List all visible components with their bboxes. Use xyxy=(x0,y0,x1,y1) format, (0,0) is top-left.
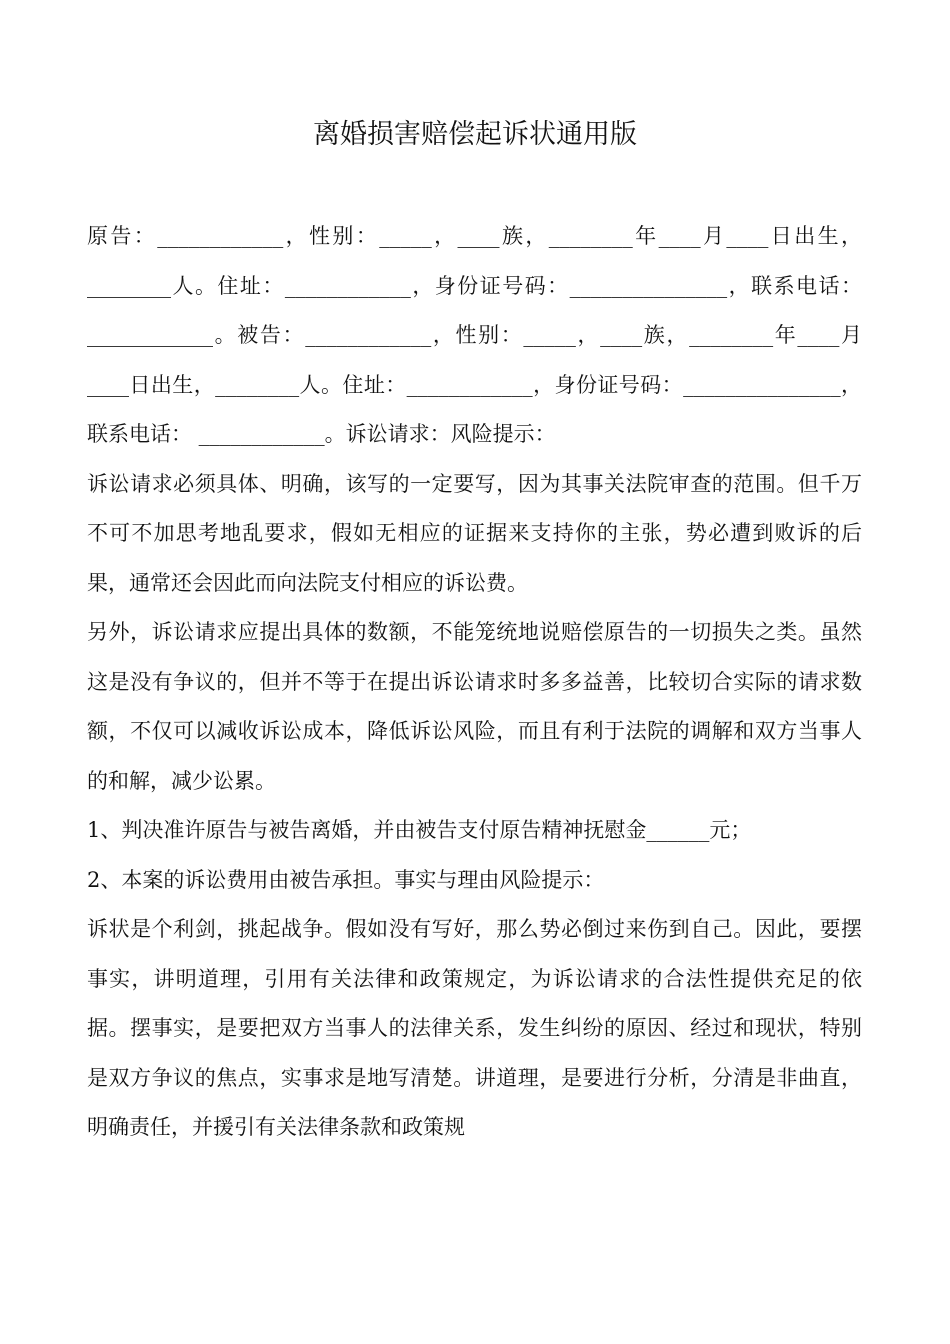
facts-reasons-paragraph: 诉状是个利剑，挑起战争。假如没有写好，那么势必倒过来伤到自己。因此，要摆事实，讲明道理，引用有关法律和政策规定，为诉讼请求的合法性提供充足的依据。摆事实，是要把双方当事人的法律关系，发生纠纷的原因、经过和现状，特别是双方争议的焦点，实事求是地写清楚。讲道理，是要进行分析，分清是非曲直，明确责任，并援引有关法律条款和政策规 xyxy=(87,917,862,1139)
claim-item-2: 2、本案的诉讼费用由被告承担。事实与理由风险提示： xyxy=(87,867,605,892)
claim-item-1: 1、判决准许原告与被告离婚，并由被告支付原告精神抚慰金______元； xyxy=(87,818,752,842)
document-body xyxy=(87,212,862,1153)
risk-notice-paragraph-2: 另外，诉讼请求应提出具体的数额，不能笼统地说赔偿原告的一切损失之类。虽然这是没有争议的，但并不等于在提出诉讼请求时多多益善，比较切合实际的请求数额，不仅可以减收诉讼成本，降低诉讼风险，而且有利于法院的调解和双方当事人的和解，减少讼累。 xyxy=(87,620,862,793)
party-info-paragraph: 原告：____________，性别：_____，____族，________年____月____日出生，________人。住址：____________，身份证号码：_______________，联系电话： ____________。被告：____________，性别：_____，____族，________年____月____日出生，________人。住址：____________，身份证号码：_______________，联系电话： ____________。诉讼请求：风险提示： xyxy=(87,224,862,446)
risk-notice-paragraph-1: 诉讼请求必须具体、明确，该写的一定要写，因为其事关法院审查的范围。但千万不可不加思考地乱要求，假如无相应的证据来支持你的主张，势必遭到败诉的后果，通常还会因此而向法院支付相应的诉讼费。 xyxy=(87,471,862,595)
document-title: 离婚损害赔偿起诉状通用版 xyxy=(313,119,637,150)
